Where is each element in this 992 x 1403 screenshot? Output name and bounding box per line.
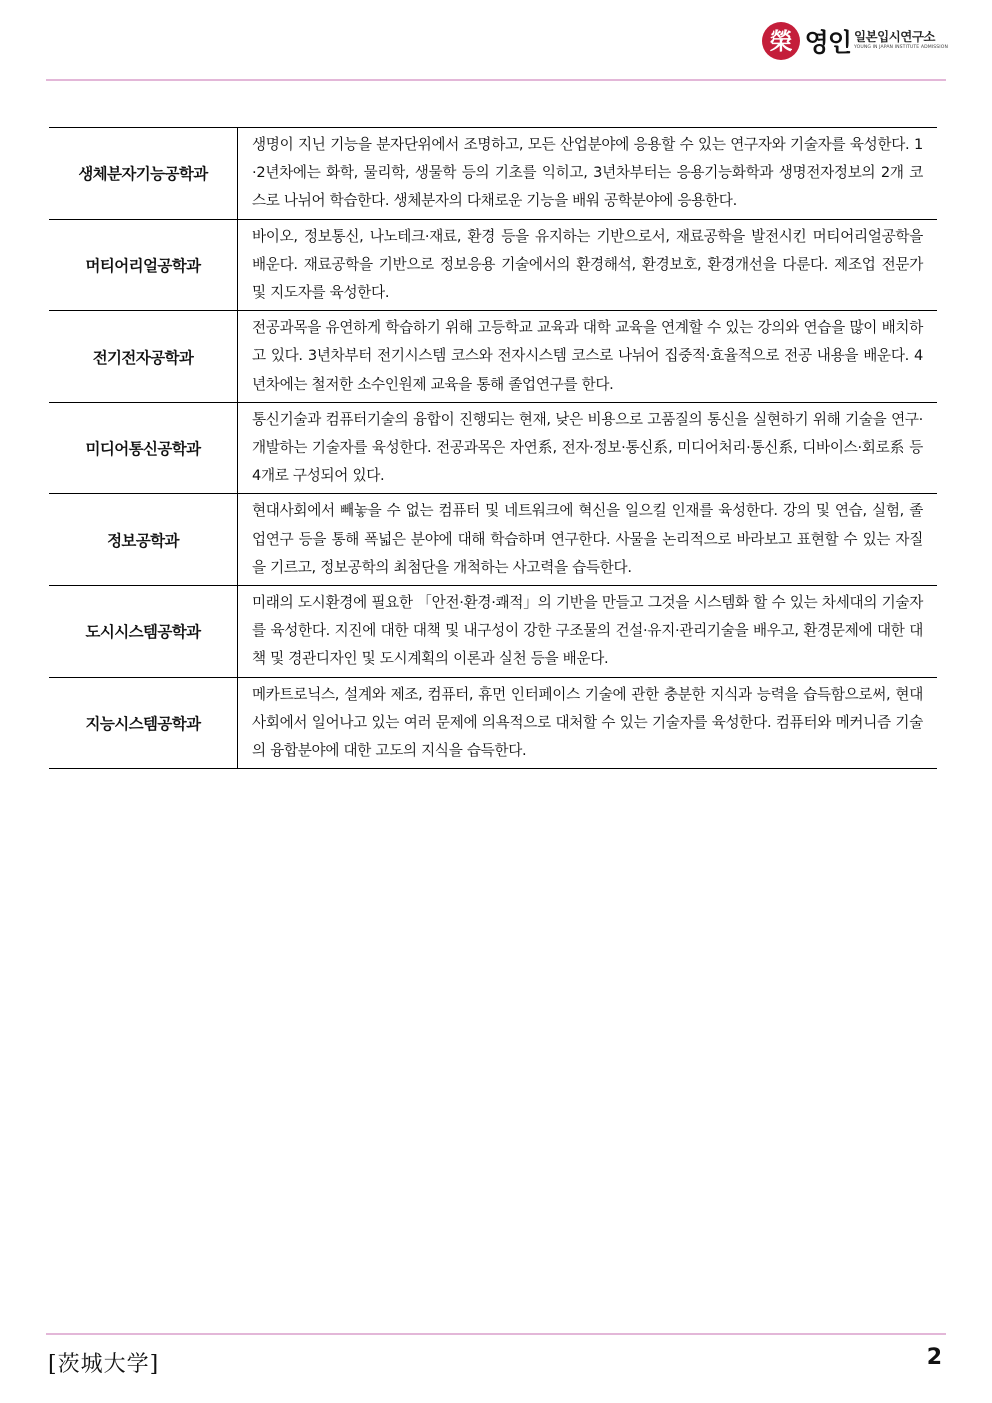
logo-emblem-icon — [761, 21, 801, 61]
department-description: 메카트로닉스, 설계와 제조, 컴퓨터, 휴먼 인터페이스 기술에 관한 충분한 지식과 능력을 습득함으로써, 현대사회에서 일어나고 있는 여러 문제에 의욕적으로 대처할 수 있는 기술자를 육성한다. 컴퓨터와 메커니즘 기술의 융합분야에 대한 고도의 지식을 습득한다. — [238, 677, 938, 769]
department-name: 머티어리얼공학과 — [49, 219, 238, 311]
department-description: 통신기술과 컴퓨터기술의 융합이 진행되는 현재, 낮은 비용으로 고품질의 통신을 실현하기 위해 기술을 연구·개발하는 기술자를 육성한다. 전공과목은 자연系, 전자·정보·통신系, 미디어처리·통신系, 디바이스·회로系 등 4개로 구성되어 있다. — [238, 402, 938, 494]
department-description: 바이오, 정보통신, 나노테크·재료, 환경 등을 유지하는 기반으로서, 재료공학을 발전시킨 머티어리얼공학을 배운다. 재료공학을 기반으로 정보응용 기술에서의 환경해석, 환경보호, 환경개선을 다룬다. 제조업 전문가 및 지도자를 육성한다. — [238, 219, 938, 311]
logo-brand-name: 영인 — [804, 28, 851, 57]
table-row — [49, 494, 937, 586]
department-name: 미디어통신공학과 — [49, 402, 238, 494]
page-number: 2 — [926, 1345, 942, 1370]
table-row — [49, 219, 937, 311]
department-name: 정보공학과 — [49, 494, 238, 586]
header-logo — [761, 18, 948, 64]
department-description: 현대사회에서 빼놓을 수 없는 컴퓨터 및 네트워크에 혁신을 일으킬 인재를 육성한다. 강의 및 연습, 실험, 졸업연구 등을 통해 폭넓은 분야에 대해 학습하며 연구한다. 사물을 논리적으로 바라보고 표현할 수 있는 자질을 기르고, 정보공학의 최첨단을 개척하는 사고력을 습득한다. — [238, 494, 938, 586]
table-row — [49, 311, 937, 403]
department-name: 지능시스템공학과 — [49, 677, 238, 769]
department-name: 전기전자공학과 — [49, 311, 238, 403]
department-table — [49, 127, 937, 769]
logo-english-name: YOUNG IN JAPAN INSTITUTE ADMISSION — [853, 45, 948, 51]
svg-text:榮: 榮 — [769, 28, 793, 55]
department-name: 생체분자기능공학과 — [49, 128, 238, 220]
department-description: 전공과목을 유연하게 학습하기 위해 고등학교 교육과 대학 교육을 연계할 수 있는 강의와 연습을 많이 배치하고 있다. 3년차부터 전기시스템 코스와 전자시스템 코스로 나뉘어 집중적·효율적으로 전공 내용을 배운다. 4년차에는 철저한 소수인원제 교육을 통해 졸업연구를 한다. — [238, 311, 938, 403]
department-name: 도시시스템공학과 — [49, 586, 238, 678]
table-row — [49, 586, 937, 678]
logo-subtitle: 일본입시연구소 — [853, 28, 936, 44]
department-description: 미래의 도시환경에 필요한 「안전·환경·쾌적」의 기반을 만들고 그것을 시스템화 할 수 있는 차세대의 기술자를 육성한다. 지진에 대한 대책 및 내구성이 강한 구조물의 건설·유지·관리기술을 배우고, 환경문제에 대한 대책 및 경관디자인 및 도시계획의 이론과 실천 등을 배운다. — [238, 586, 938, 678]
footer-divider — [46, 1333, 946, 1335]
university-title: [茨城大学] — [48, 1352, 160, 1377]
table-row — [49, 677, 937, 769]
department-description: 생명이 지닌 기능을 분자단위에서 조명하고, 모든 산업분야에 응용할 수 있는 연구자와 기술자를 육성한다. 1·2년차에는 화학, 물리학, 생물학 등의 기초를 익히고, 3년차부터는 응용기능화학과 생명전자정보의 2개 코스로 나뉘어 학습한다. 생체분자의 다채로운 기능을 배워 공학분야에 응용한다. — [238, 128, 938, 220]
header-divider — [46, 79, 946, 81]
table-row — [49, 128, 937, 220]
table-row — [49, 402, 937, 494]
